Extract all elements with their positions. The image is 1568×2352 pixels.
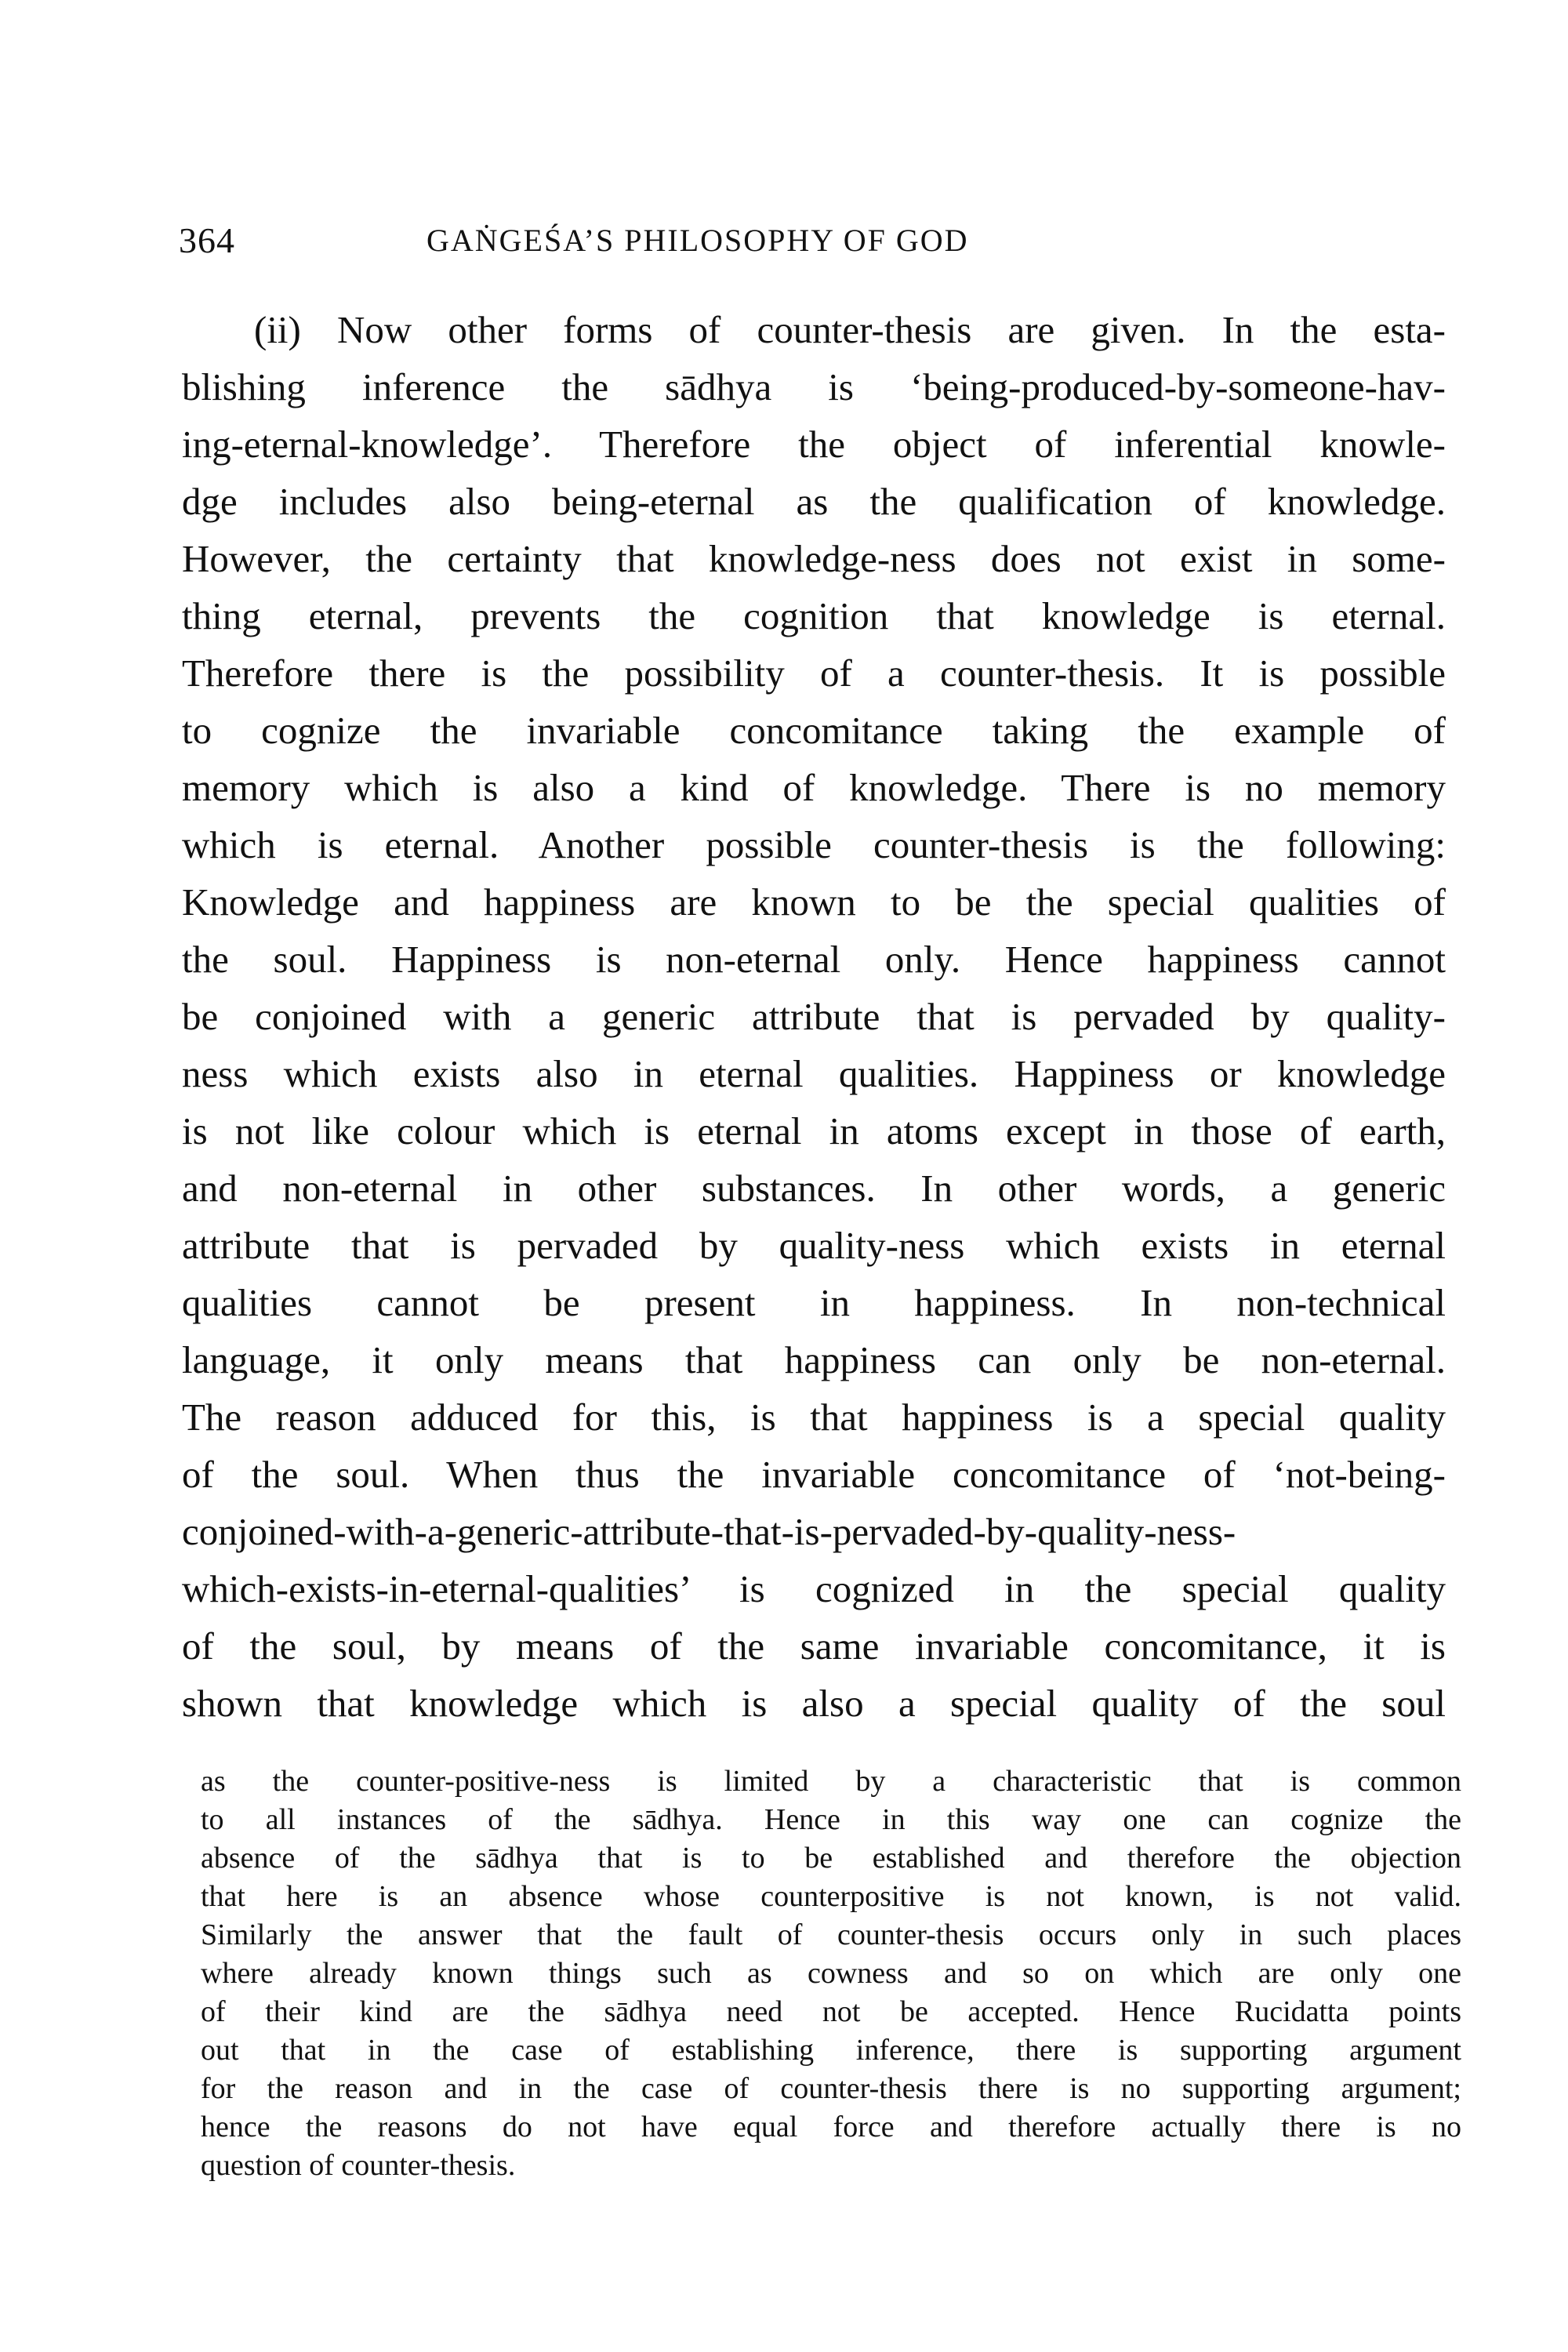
text-line: language, it only means that happiness can only be non-eternal. (182, 1338, 1446, 1381)
text-line: of the soul, by means of the same invariable concomitance, it is (182, 1624, 1446, 1668)
footnote-line: of their kind are the sādhya need not be accepted. Hence Rucidatta points (201, 1995, 1461, 2028)
text-line: However, the certainty that knowledge-ness does not exist in some- (182, 537, 1446, 580)
text-line: which-exists-in-eternal-qualities’ is cognized in the special quality (182, 1567, 1446, 1610)
text-line: be conjoined with a generic attribute that is pervaded by quality- (182, 995, 1446, 1038)
text-line: attribute that is pervaded by quality-ness which exists in eternal (182, 1224, 1446, 1267)
text-line: which is eternal. Another possible counter-thesis is the following: (182, 823, 1446, 866)
running-title: GAṄGEŚA’S PHILOSOPHY OF GOD (426, 223, 969, 258)
footnote-block (201, 1762, 1461, 2185)
text-line: dge includes also being-eternal as the qualification of knowledge. (182, 480, 1446, 523)
text-line: ness which exists also in eternal qualities. Happiness or knowledge (182, 1052, 1446, 1095)
footnote-line: hence the reasons do not have equal force and therefore actually there is no (201, 2111, 1461, 2143)
text-line: ing-eternal-knowledge’. Therefore the object of inferential knowle- (182, 423, 1446, 466)
text-line: Knowledge and happiness are known to be the special qualities of (182, 880, 1446, 924)
running-head (179, 213, 1472, 268)
text-line: the soul. Happiness is non-eternal only. Hence happiness cannot (182, 938, 1446, 981)
page-number: 364 (179, 220, 235, 260)
text-line: qualities cannot be present in happiness. In non-technical (182, 1281, 1446, 1324)
text-line: conjoined-with-a-generic-attribute-that-is-pervaded-by-quality-ness- (182, 1510, 1236, 1553)
text-line: shown that knowledge which is also a special quality of the soul (182, 1682, 1446, 1725)
main-text-block (182, 301, 1446, 1732)
footnote-line: to all instances of the sādhya. Hence in this way one can cognize the (201, 1803, 1461, 1836)
footnote-line: for the reason and in the case of counter-thesis there is no supporting argument; (201, 2072, 1461, 2105)
text-line: The reason adduced for this, is that happiness is a special quality (182, 1396, 1446, 1439)
text-line: (ii) Now other forms of counter-thesis are given. In the esta- (254, 308, 1446, 351)
text-line: of the soul. When thus the invariable concomitance of ‘not-being- (182, 1453, 1446, 1496)
footnote-line: absence of the sādhya that is to be established and therefore the objection (201, 1842, 1461, 1875)
footnote-line: where already known things such as cowness and so on which are only one (201, 1957, 1461, 1990)
text-line: blishing inference the sādhya is ‘being-produced-by-someone-hav- (182, 365, 1446, 408)
text-line: is not like colour which is eternal in atoms except in those of earth, (182, 1109, 1446, 1152)
text-line: to cognize the invariable concomitance taking the example of (182, 709, 1446, 752)
footnote-line: Similarly the answer that the fault of counter-thesis occurs only in such places (201, 1918, 1461, 1951)
footnote-line: that here is an absence whose counterpositive is not known, is not valid. (201, 1880, 1461, 1913)
footnote-line: out that in the case of establishing inference, there is supporting argument (201, 2034, 1461, 2067)
footnote-line: as the counter-positive-ness is limited by a characteristic that is common (201, 1765, 1461, 1798)
text-line: and non-eternal in other substances. In other words, a generic (182, 1167, 1446, 1210)
text-line: memory which is also a kind of knowledge. There is no memory (182, 766, 1446, 809)
text-line: thing eternal, prevents the cognition that knowledge is eternal. (182, 594, 1446, 637)
footnote-line: question of counter-thesis. (201, 2149, 516, 2182)
text-line: Therefore there is the possibility of a counter-thesis. It is possible (182, 652, 1446, 695)
